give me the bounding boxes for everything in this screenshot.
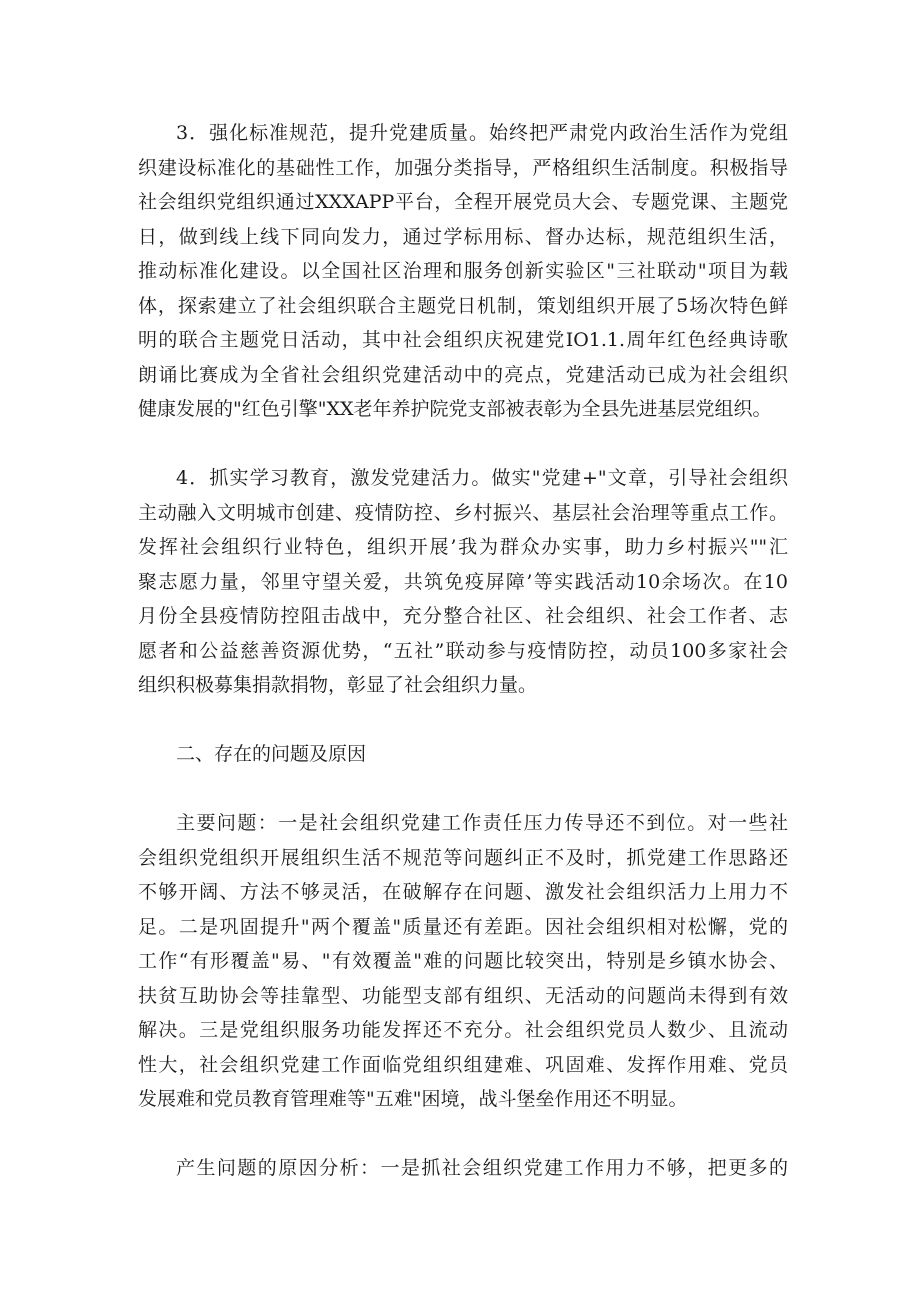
text-line: 聚志愿力量，邻里守望关爱，共筑免疫屏障’等实践活动10余场次。在10: [138, 570, 788, 593]
text-line: 朗诵比赛成为全省社会组织党建活动中的亮点，党建活动已成为社会组织: [138, 363, 788, 386]
text-line: 4．抓实学习教育，激发党建活力。做实"党建+"文章，引导社会组织: [176, 467, 788, 489]
section-heading: 二、存在的问题及原因: [176, 743, 367, 765]
paragraph-gap: [138, 1117, 788, 1152]
paragraph-3-standardization: [138, 116, 788, 427]
text-line: 月份全县疫情防控阻击战中，充分整合社区、社会组织、社会工作者、志: [138, 605, 788, 627]
text-line: 健康发展的"红色引擎"XX老年养护院党支部被表彰为全县先进基层党组织。: [138, 398, 772, 420]
document-page: [138, 116, 788, 1186]
text-line: 愿者和公益慈善资源优势，“五社”联动参与疫情防控，动员100多家社会: [138, 639, 788, 662]
text-line: 足。二是巩固提升"两个覆盖"质量还有差距。因社会组织相对松懈，党的: [138, 915, 788, 938]
text-line: 主要问题：一是社会组织党建工作责任压力传导还不到位。对一些社: [176, 812, 788, 834]
text-line: 体，探索建立了社会组织联合主题党日机制，策划组织开展了5场次特色鲜: [138, 294, 788, 317]
text-line: 发展难和党员教育管理难等"五难"困境，战斗堡垒作用还不明显。: [138, 1088, 688, 1110]
text-line: 工作“有形覆盖"易、"有效覆盖"难的问题比较突出，特别是乡镇水协会、: [138, 950, 788, 972]
text-line: 产生问题的原因分析：一是抓社会组织党建工作用力不够，把更多的: [176, 1157, 788, 1179]
text-line: 发挥社会组织行业特色，组织开展’我为群众办实事，助力乡村振兴""汇: [138, 536, 788, 558]
text-line: 社会组织党组织通过XXXAPP平台，全程开展党员大会、专题党课、主题党: [138, 191, 788, 213]
paragraph-cause-analysis: [138, 1151, 788, 1186]
text-line: 明的联合主题党日活动，其中社会组织庆祝建党IO1.1.周年红色经典诗歌: [138, 329, 788, 351]
text-line: 不够开阔、方法不够灵活，在破解存在问题、激发社会组织活力上用力不: [138, 881, 788, 903]
text-line: 日，做到线上线下同向发力，通过学标用标、督办达标，规范组织生活，: [138, 225, 788, 248]
text-line: 性大，社会组织党建工作面临党组织组建难、巩固难、发挥作用难、党员: [138, 1053, 788, 1076]
paragraph-gap: [138, 772, 788, 807]
text-line: 织建设标准化的基础性工作，加强分类指导，严格组织生活制度。积极指导: [138, 156, 788, 179]
text-line: 推动标准化建设。以全国社区治理和服务创新实验区"三社联动"项目为载: [138, 260, 788, 282]
text-line: 组织积极募集捐款捐物，彰显了社会组织力量。: [138, 674, 538, 696]
text-line: 解决。三是党组织服务功能发挥还不充分。社会组织党员人数少、且流动: [138, 1019, 788, 1041]
paragraph-4-learning: [138, 461, 788, 703]
paragraph-gap: [138, 703, 788, 738]
paragraph-gap: [138, 427, 788, 462]
text-line: 主动融入文明城市创建、疫情防控、乡村振兴、基层社会治理等重点工作。: [138, 501, 788, 524]
text-line: 扶贫互助协会等挂靠型、功能型支部有组织、无活动的问题尚未得到有效: [138, 984, 788, 1007]
paragraph-main-problems: [138, 806, 788, 1117]
text-line: 会组织党组织开展组织生活不规范等问题纠正不及时，抓党建工作思路还: [138, 846, 788, 869]
section-heading-problems: [138, 737, 788, 772]
text-line: 3．强化标准规范，提升党建质量。始终把严肃党内政治生活作为党组: [176, 122, 788, 144]
